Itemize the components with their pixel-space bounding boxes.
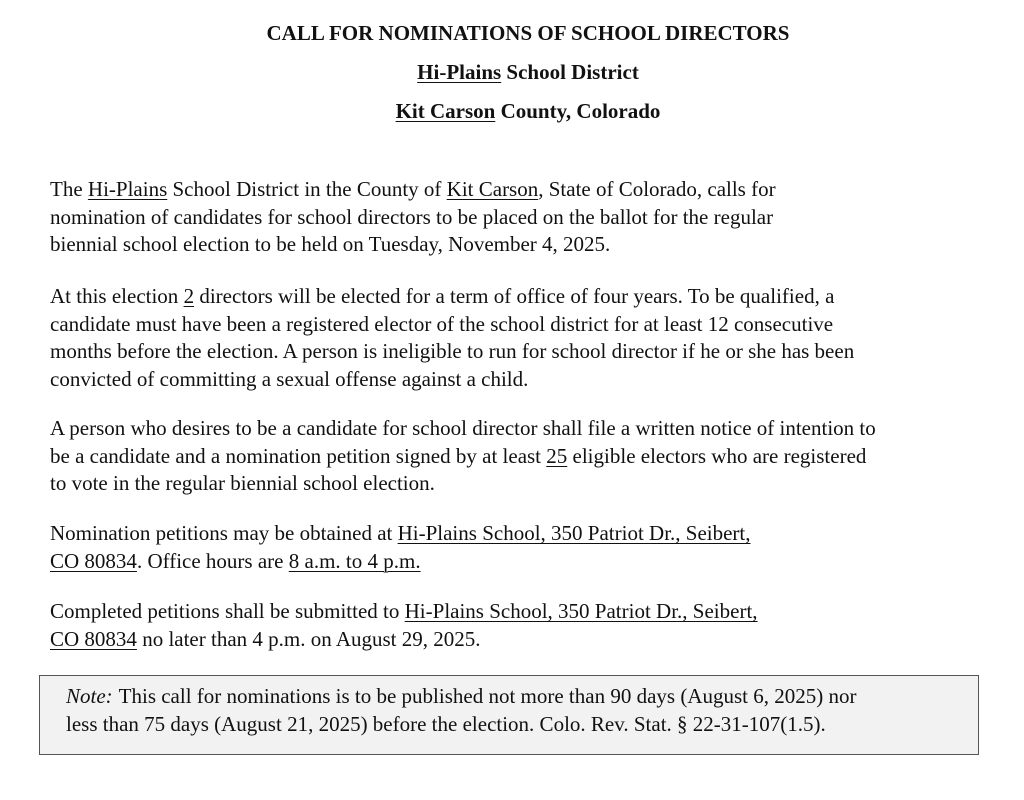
paragraph-petition <box>50 415 876 498</box>
paragraph-line <box>50 176 776 204</box>
district-name: Hi-Plains <box>417 60 502 84</box>
note-line <box>66 683 856 711</box>
paragraph-line: convicted of committing a sexual offense against a child. <box>50 366 529 391</box>
paragraph-call <box>50 176 776 259</box>
paragraph-obtain <box>50 520 751 575</box>
paragraph-submit <box>50 598 758 653</box>
text-run: This call for nominations is to be published not more than 90 days (August 6, 2025) nor <box>118 684 857 708</box>
county-name-inline: Kit Carson <box>446 177 539 201</box>
text-run: . Office hours are <box>136 548 289 573</box>
county-heading <box>16 98 1024 124</box>
office-hours: 8 a.m. to 4 p.m. <box>288 548 421 573</box>
county-suffix: County, Colorado <box>495 99 661 123</box>
text-run: The <box>50 177 88 201</box>
text-run: At this election <box>50 284 184 308</box>
district-heading <box>16 59 1024 85</box>
district-suffix: School District <box>501 60 639 84</box>
note-text <box>66 683 856 738</box>
obtain-location: Hi-Plains School, 350 Patriot Dr., Seibert, <box>397 521 751 545</box>
paragraph-line <box>50 443 876 471</box>
paragraph-line: to vote in the regular biennial school election. <box>50 471 435 495</box>
page-title: CALL FOR NOMINATIONS OF SCHOOL DIRECTORS <box>266 21 790 45</box>
text-run: School District in the County of <box>167 177 447 201</box>
director-count: 2 <box>183 284 195 308</box>
county-name: Kit Carson <box>395 99 496 123</box>
text-run: , State of Colorado, calls for <box>538 177 776 201</box>
note-box <box>39 675 979 755</box>
text-run: Nomination petitions may be obtained at <box>50 521 398 545</box>
paragraph-line <box>50 626 758 654</box>
note-line: less than 75 days (August 21, 2025) before the election. Colo. Rev. Stat. § 22-31-107(1.5). <box>66 711 826 736</box>
obtain-zip: CO 80834 <box>50 548 137 573</box>
paragraph-qualifications <box>50 283 854 393</box>
text-run: Completed petitions shall be submitted to <box>50 599 405 623</box>
paragraph-line: biennial school election to be held on Tuesday, November 4, 2025. <box>50 232 611 256</box>
submit-zip: CO 80834 <box>50 626 137 651</box>
paragraph-line <box>50 598 758 626</box>
text-run: be a candidate and a nomination petition signed by at least <box>50 443 547 468</box>
paragraph-line: A person who desires to be a candidate for school director shall file a written notice of intention to <box>50 416 876 440</box>
paragraph-line <box>50 548 751 576</box>
paragraph-line: months before the election. A person is ineligible to run for school director if he or she has been <box>50 339 855 363</box>
text-run: no later than 4 p.m. on August 29, 2025. <box>136 626 481 651</box>
paragraph-line <box>50 283 854 311</box>
paragraph-line <box>50 520 751 548</box>
text-run: eligible electors who are registered <box>567 443 867 468</box>
paragraph-line: nomination of candidates for school directors to be placed on the ballot for the regular <box>50 204 774 229</box>
submit-location: Hi-Plains School, 350 Patriot Dr., Seibert, <box>404 599 758 623</box>
note-label: Note: <box>66 684 113 708</box>
district-name-inline: Hi-Plains <box>87 177 168 201</box>
signature-count: 25 <box>546 443 568 468</box>
text-run: directors will be elected for a term of office of four years. To be qualified, a <box>194 284 835 308</box>
paragraph-line: candidate must have been a registered elector of the school district for at least 12 consecutive <box>50 311 834 336</box>
